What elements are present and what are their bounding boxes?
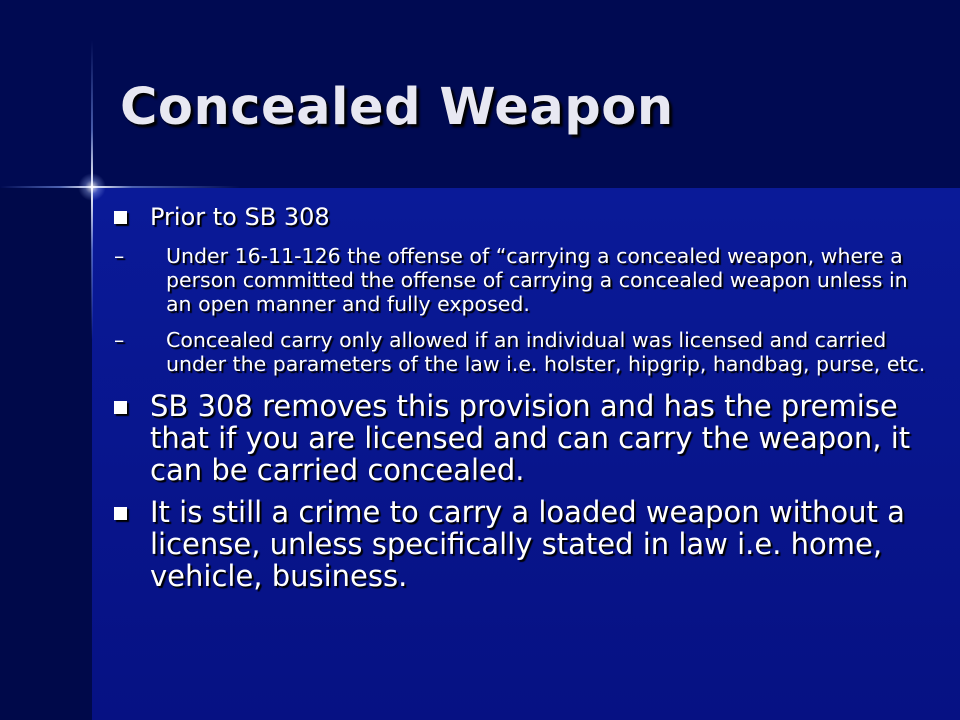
- subbullet-concealed-carry: [114, 328, 926, 376]
- square-bullet-icon: [114, 211, 127, 224]
- left-strip-decoration: [0, 188, 92, 720]
- bullet-text: SB 308 removes this provision and has the premise that if you are licensed and can carry the weapon, it can be carried concealed.: [150, 389, 911, 487]
- subbullet-text: Under 16-11-126 the offense of “carrying a concealed weapon, where a person committed the offense of carrying a concealed weapon unless in an open manner and fully exposed.: [166, 244, 908, 316]
- dash-marker: –: [114, 244, 125, 268]
- slide-content: [114, 202, 926, 593]
- subbullet-text: Concealed carry only allowed if an individual was licensed and carried under the parameters of the law i.e. holster, hipgrip, handbag, purse, etc.: [166, 328, 926, 376]
- square-bullet-icon: [114, 401, 127, 414]
- bullet-sb308-removes-provision: [114, 390, 930, 486]
- dash-marker: –: [114, 328, 125, 352]
- bullet-still-a-crime: [114, 496, 930, 592]
- slide-title: Concealed Weapon: [120, 78, 674, 137]
- sparkle-horizontal-decoration: [0, 186, 240, 188]
- bullet-text: It is still a crime to carry a loaded weapon without a license, unless specifically stated in law i.e. home, vehicle, business.: [150, 495, 905, 593]
- square-bullet-icon: [114, 507, 127, 520]
- bullet-text: Prior to SB 308: [150, 203, 330, 231]
- sparkle-glow-decoration: [78, 173, 106, 201]
- bullet-prior-to-sb308: [114, 202, 914, 232]
- subbullet-under-16-11-126: [114, 244, 926, 316]
